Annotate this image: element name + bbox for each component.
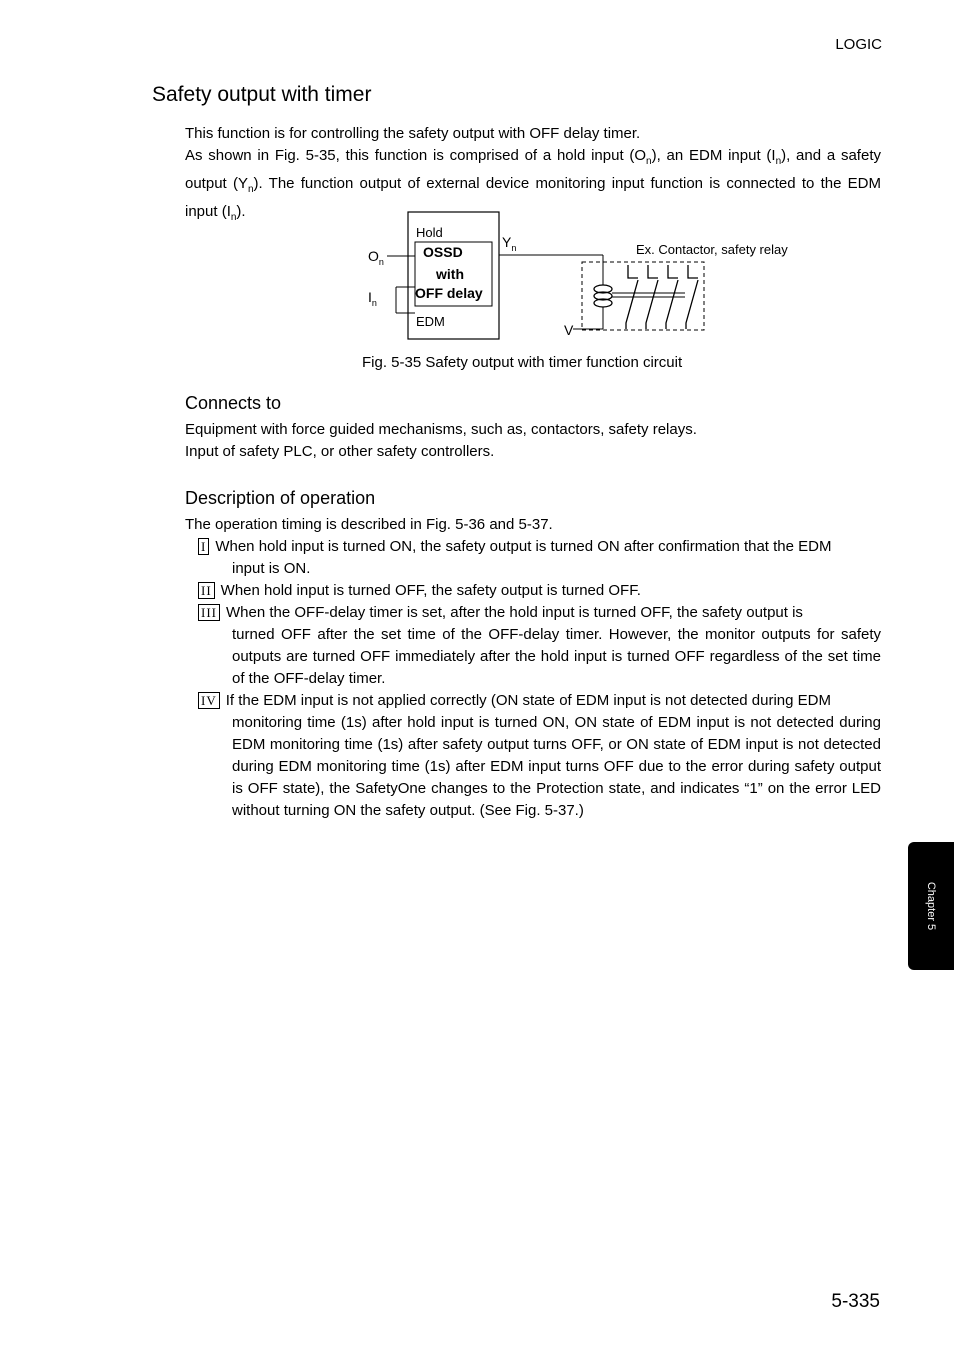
yn-output-label: $Y_n$: [502, 234, 517, 253]
operation-heading: Description of operation: [185, 488, 376, 508]
section-header: LOGIC: [835, 36, 882, 53]
numeral-badge: III: [198, 604, 220, 621]
numeral-badge: II: [198, 582, 215, 599]
numeral-badge: I: [198, 538, 209, 555]
ossd-label-2: with: [436, 266, 464, 282]
numeral-badge: IV: [198, 692, 220, 709]
operation-item: III When the OFF-delay timer is set, after the hold input is turned OFF, the safety output is turned OFF after the set time of the OFF-delay timer. However, the monitor outputs for safety outputs are turned OFF immediately after the hold input is turned OFF regardless of the set time of the OFF-delay timer.: [185, 602, 881, 690]
page-title: Safety output with timer: [152, 83, 372, 106]
v-label: V: [564, 322, 574, 338]
example-label: Ex. Contactor, safety relay: [636, 242, 788, 257]
edm-label: EDM: [416, 314, 445, 329]
operation-item: IV If the EDM input is not applied correctly (ON state of EDM input is not detected during EDM monitoring time (1s) after hold input is turned ON, ON state of EDM input is not detected during EDM monitoring time (1s) after safety output turns OFF, or ON state of EDM input is not detected during EDM monitoring time (1s) after EDM input turns OFF due to the error during safety output is OFF state), the SafetyOne changes to the Protection state, and indicates “1” on the error LED without turning ON the safety output. (See Fig. 5-37.): [185, 690, 881, 822]
intro-line: This function is for controlling the safety output with OFF delay timer.: [185, 125, 641, 142]
connects-to-line: Input of safety PLC, or other safety controllers.: [185, 443, 495, 460]
relay-enclosure: [582, 262, 704, 330]
operation-item: I When hold input is turned ON, the safety output is turned ON after confirmation that the EDM input is ON.: [185, 536, 881, 580]
page-number: 5-335: [831, 1291, 880, 1312]
chapter-tab: [908, 842, 954, 970]
intro-paragraph: As shown in Fig. 5-35, this function is comprised of a hold input $(O_n)$, an EDM input $(I_n)$, and a safety output $(Y_n)$. The function output of external device monitoring input function is connected to the EDM input $(I_n)$.: [185, 147, 881, 223]
ossd-label-1: OSSD: [423, 244, 463, 260]
on-input-label: $O_n$: [368, 248, 384, 267]
operation-intro: The operation timing is described in Fig. 5-36 and 5-37.: [185, 516, 553, 533]
circuit-diagram: [360, 205, 820, 345]
connects-to-list: [185, 419, 881, 463]
chapter-tab-label: Chapter 5: [925, 881, 937, 931]
connects-to-heading: Connects to: [185, 393, 282, 413]
connects-to-line: Equipment with force guided mechanisms, such as, contactors, safety relays.: [185, 421, 697, 438]
in-input-label: $I_n$: [368, 289, 377, 308]
relay-coil: [594, 285, 612, 307]
figure-caption: Fig. 5-35 Safety output with timer function circuit: [362, 354, 683, 371]
hold-label: Hold: [416, 225, 443, 240]
ossd-label-3: OFF delay: [415, 285, 483, 301]
operation-item: II When hold input is turned OFF, the safety output is turned OFF.: [185, 580, 881, 602]
